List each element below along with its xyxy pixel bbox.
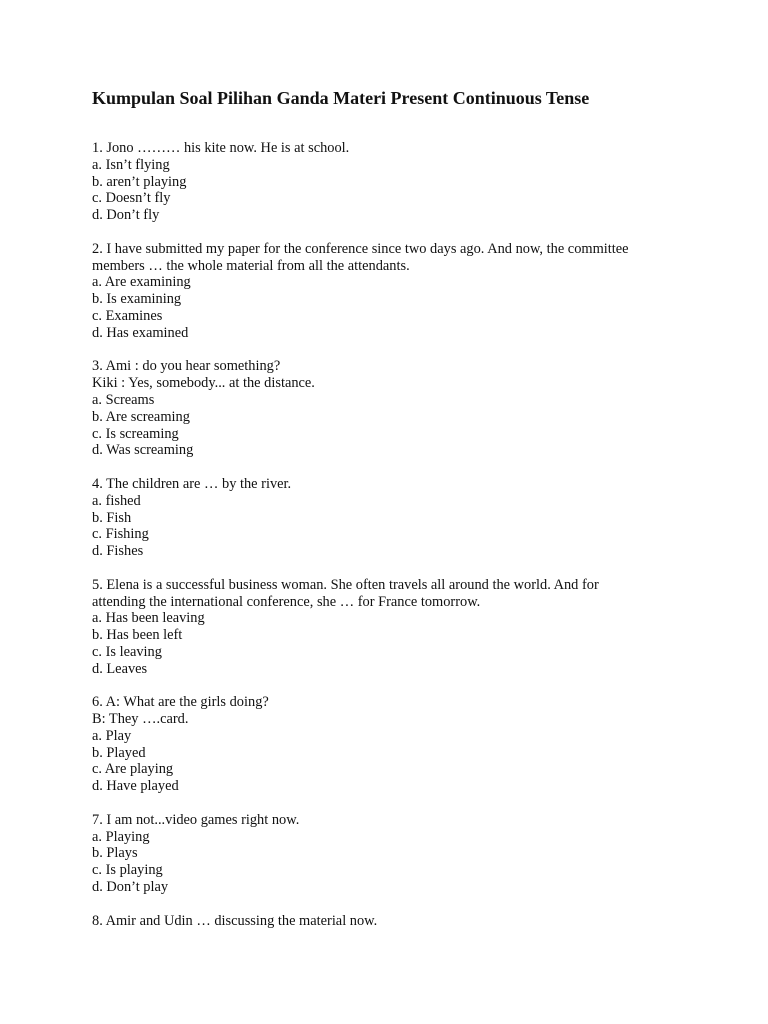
answer-option: c. Is screaming bbox=[92, 425, 179, 442]
question-text: 2. I have submitted my paper for the conference since two days ago. And now, the committee bbox=[92, 240, 629, 257]
answer-option: a. Are examining bbox=[92, 274, 191, 291]
question-text: members … the whole material from all the attendants. bbox=[92, 257, 410, 274]
answer-option: a. Isn’t flying bbox=[92, 156, 170, 173]
question-2 bbox=[92, 241, 692, 342]
answer-option: d. Have played bbox=[92, 778, 179, 795]
answer-option: b. Fish bbox=[92, 509, 132, 526]
answer-option: d. Leaves bbox=[92, 660, 148, 677]
question-text: B: They ….card. bbox=[92, 711, 189, 728]
answer-option: b. Has been left bbox=[92, 627, 183, 644]
answer-option: d. Was screaming bbox=[92, 442, 194, 459]
answer-option: a. Has been leaving bbox=[92, 610, 205, 627]
question-list bbox=[92, 140, 692, 946]
question-3 bbox=[92, 358, 692, 459]
question-text: 1. Jono ……… his kite now. He is at school. bbox=[92, 140, 350, 156]
question-text: Kiki : Yes, somebody... at the distance. bbox=[92, 375, 315, 392]
question-text: 8. Amir and Udin … discussing the material now. bbox=[92, 912, 378, 929]
answer-option: a. Play bbox=[92, 727, 132, 744]
answer-option: c. Fishing bbox=[92, 526, 149, 543]
answer-option: b. Played bbox=[92, 744, 146, 761]
answer-option: a. Playing bbox=[92, 828, 150, 845]
answer-option: d. Fishes bbox=[92, 543, 144, 560]
question-text: attending the international conference, she … for France tomorrow. bbox=[92, 593, 481, 610]
question-text: 6. A: What are the girls doing? bbox=[92, 694, 269, 711]
answer-option: b. Are screaming bbox=[92, 408, 190, 425]
answer-option: d. Don’t fly bbox=[92, 207, 160, 224]
answer-option: c. Doesn’t fly bbox=[92, 190, 171, 207]
question-1 bbox=[92, 140, 692, 224]
answer-option: b. aren’t playing bbox=[92, 173, 187, 190]
answer-option: d. Don’t play bbox=[92, 879, 169, 896]
question-8 bbox=[92, 913, 692, 930]
answer-option: a. fished bbox=[92, 492, 141, 509]
answer-option: a. Screams bbox=[92, 391, 155, 408]
answer-option: d. Has examined bbox=[92, 324, 189, 341]
answer-option: b. Plays bbox=[92, 845, 138, 862]
question-text: 5. Elena is a successful business woman. She often travels all around the world. And for bbox=[92, 576, 599, 593]
answer-option: c. Are playing bbox=[92, 761, 174, 778]
question-text: 3. Ami : do you hear something? bbox=[92, 358, 281, 375]
document-title: Kumpulan Soal Pilihan Ganda Materi Present Continuous Tense bbox=[92, 88, 590, 108]
question-text: 4. The children are … by the river. bbox=[92, 475, 292, 492]
question-6 bbox=[92, 694, 692, 795]
question-7 bbox=[92, 812, 692, 896]
answer-option: c. Is leaving bbox=[92, 643, 162, 660]
question-text: 7. I am not...video games right now. bbox=[92, 811, 300, 828]
question-4 bbox=[92, 476, 692, 560]
answer-option: c. Is playing bbox=[92, 862, 163, 879]
answer-option: c. Examines bbox=[92, 307, 163, 324]
question-5 bbox=[92, 577, 692, 678]
answer-option: b. Is examining bbox=[92, 291, 182, 308]
